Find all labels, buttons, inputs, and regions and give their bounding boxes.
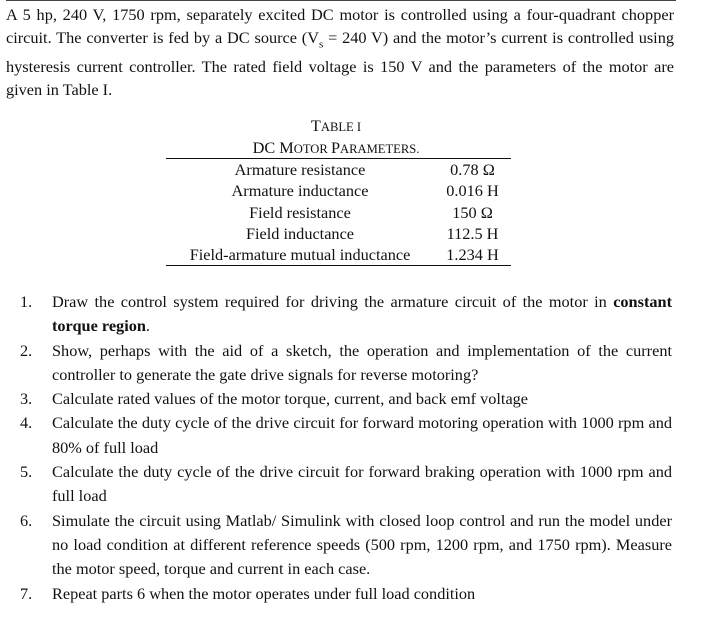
- task-text: Calculate the duty cycle of the drive circuit for forward braking operation with 1000 rpm and full load: [52, 462, 672, 506]
- list-item: [0, 411, 672, 460]
- task-list: [0, 290, 704, 606]
- param-name: Armature resistance: [166, 159, 434, 181]
- task-number: 1.: [20, 292, 33, 311]
- task-text: Calculate rated values of the motor torque, current, and back emf voltage: [52, 389, 529, 409]
- task-text: Repeat parts 6 when the motor operates under full load condition: [52, 583, 476, 603]
- table-label-rest: ABLE I: [320, 120, 362, 134]
- table-row: [166, 159, 511, 181]
- list-item: [0, 582, 672, 606]
- list-item: [0, 290, 672, 339]
- param-name: Field-armature mutual inductance: [166, 244, 434, 266]
- table-row: [166, 202, 511, 223]
- task-number: 5.: [20, 462, 33, 482]
- task-tail: .: [145, 316, 150, 336]
- table-row: [166, 223, 511, 244]
- list-item: [0, 460, 672, 509]
- list-item: [0, 387, 672, 411]
- param-name: Field resistance: [249, 202, 351, 222]
- motor-parameters-table: [166, 158, 511, 266]
- task-text: Calculate the duty cycle of the drive circuit for forward motoring operation with 1000 rpm and 80% of full load: [52, 413, 672, 457]
- task-number: 7.: [20, 583, 33, 603]
- task-text: Show, perhaps with the aid of a sketch, the operation and implementation of the current controller to generate the gate drive signals for reverse motoring?: [52, 340, 672, 384]
- table-row: [166, 180, 511, 201]
- table-caption-part-1: DC M: [252, 138, 294, 157]
- task-text: Draw the control system required for driving the armature circuit of the motor in: [52, 292, 614, 311]
- table-row: [166, 244, 511, 266]
- task-number: 2.: [20, 340, 33, 360]
- param-value: 150 Ω: [452, 202, 493, 222]
- table-caption-part-3: P: [330, 138, 340, 157]
- table-label: [166, 116, 506, 136]
- param-value: 0.78 Ω: [434, 159, 511, 181]
- task-number: 6.: [20, 510, 33, 530]
- intro-paragraph: [6, 4, 674, 101]
- list-item: [0, 339, 672, 388]
- top-divider: [6, 0, 676, 1]
- task-number: 4.: [20, 413, 33, 433]
- param-value: 0.016 H: [446, 181, 499, 201]
- task-text: Simulate the circuit using Matlab/ Simulink with closed loop control and run the model under no load condition at different reference speeds (500 rpm, 1200 rpm, and 1750 rpm). Measure the motor speed, torque and current in each case.: [52, 510, 672, 579]
- intro-text-1: A 5 hp, 240 V, 1750 rpm, separately excited DC motor is controlled using a four-quadrant chopper circuit. The converter is fed by a DC source (V: [6, 5, 674, 47]
- table-label-initial: T: [310, 116, 321, 135]
- task-number: 3.: [20, 389, 33, 409]
- list-item: [0, 509, 672, 582]
- param-name: Armature inductance: [231, 181, 369, 201]
- param-value: 1.234 H: [434, 244, 511, 266]
- intro-text-2: = 240 V) and the motor’s current is controlled using hysteresis current controller. The rated field voltage is 150 V and the parameters of the motor are given in Table I.: [6, 27, 674, 99]
- task-bold-text: constant torque region: [52, 292, 672, 336]
- table-caption: [166, 138, 506, 158]
- param-name: Field inductance: [245, 223, 355, 243]
- intro-subscript: s: [318, 38, 324, 51]
- table-caption-part-2: OTOR: [293, 142, 331, 156]
- param-value: 112.5 H: [446, 223, 499, 243]
- table-caption-part-4: ARAMETERS.: [340, 142, 420, 156]
